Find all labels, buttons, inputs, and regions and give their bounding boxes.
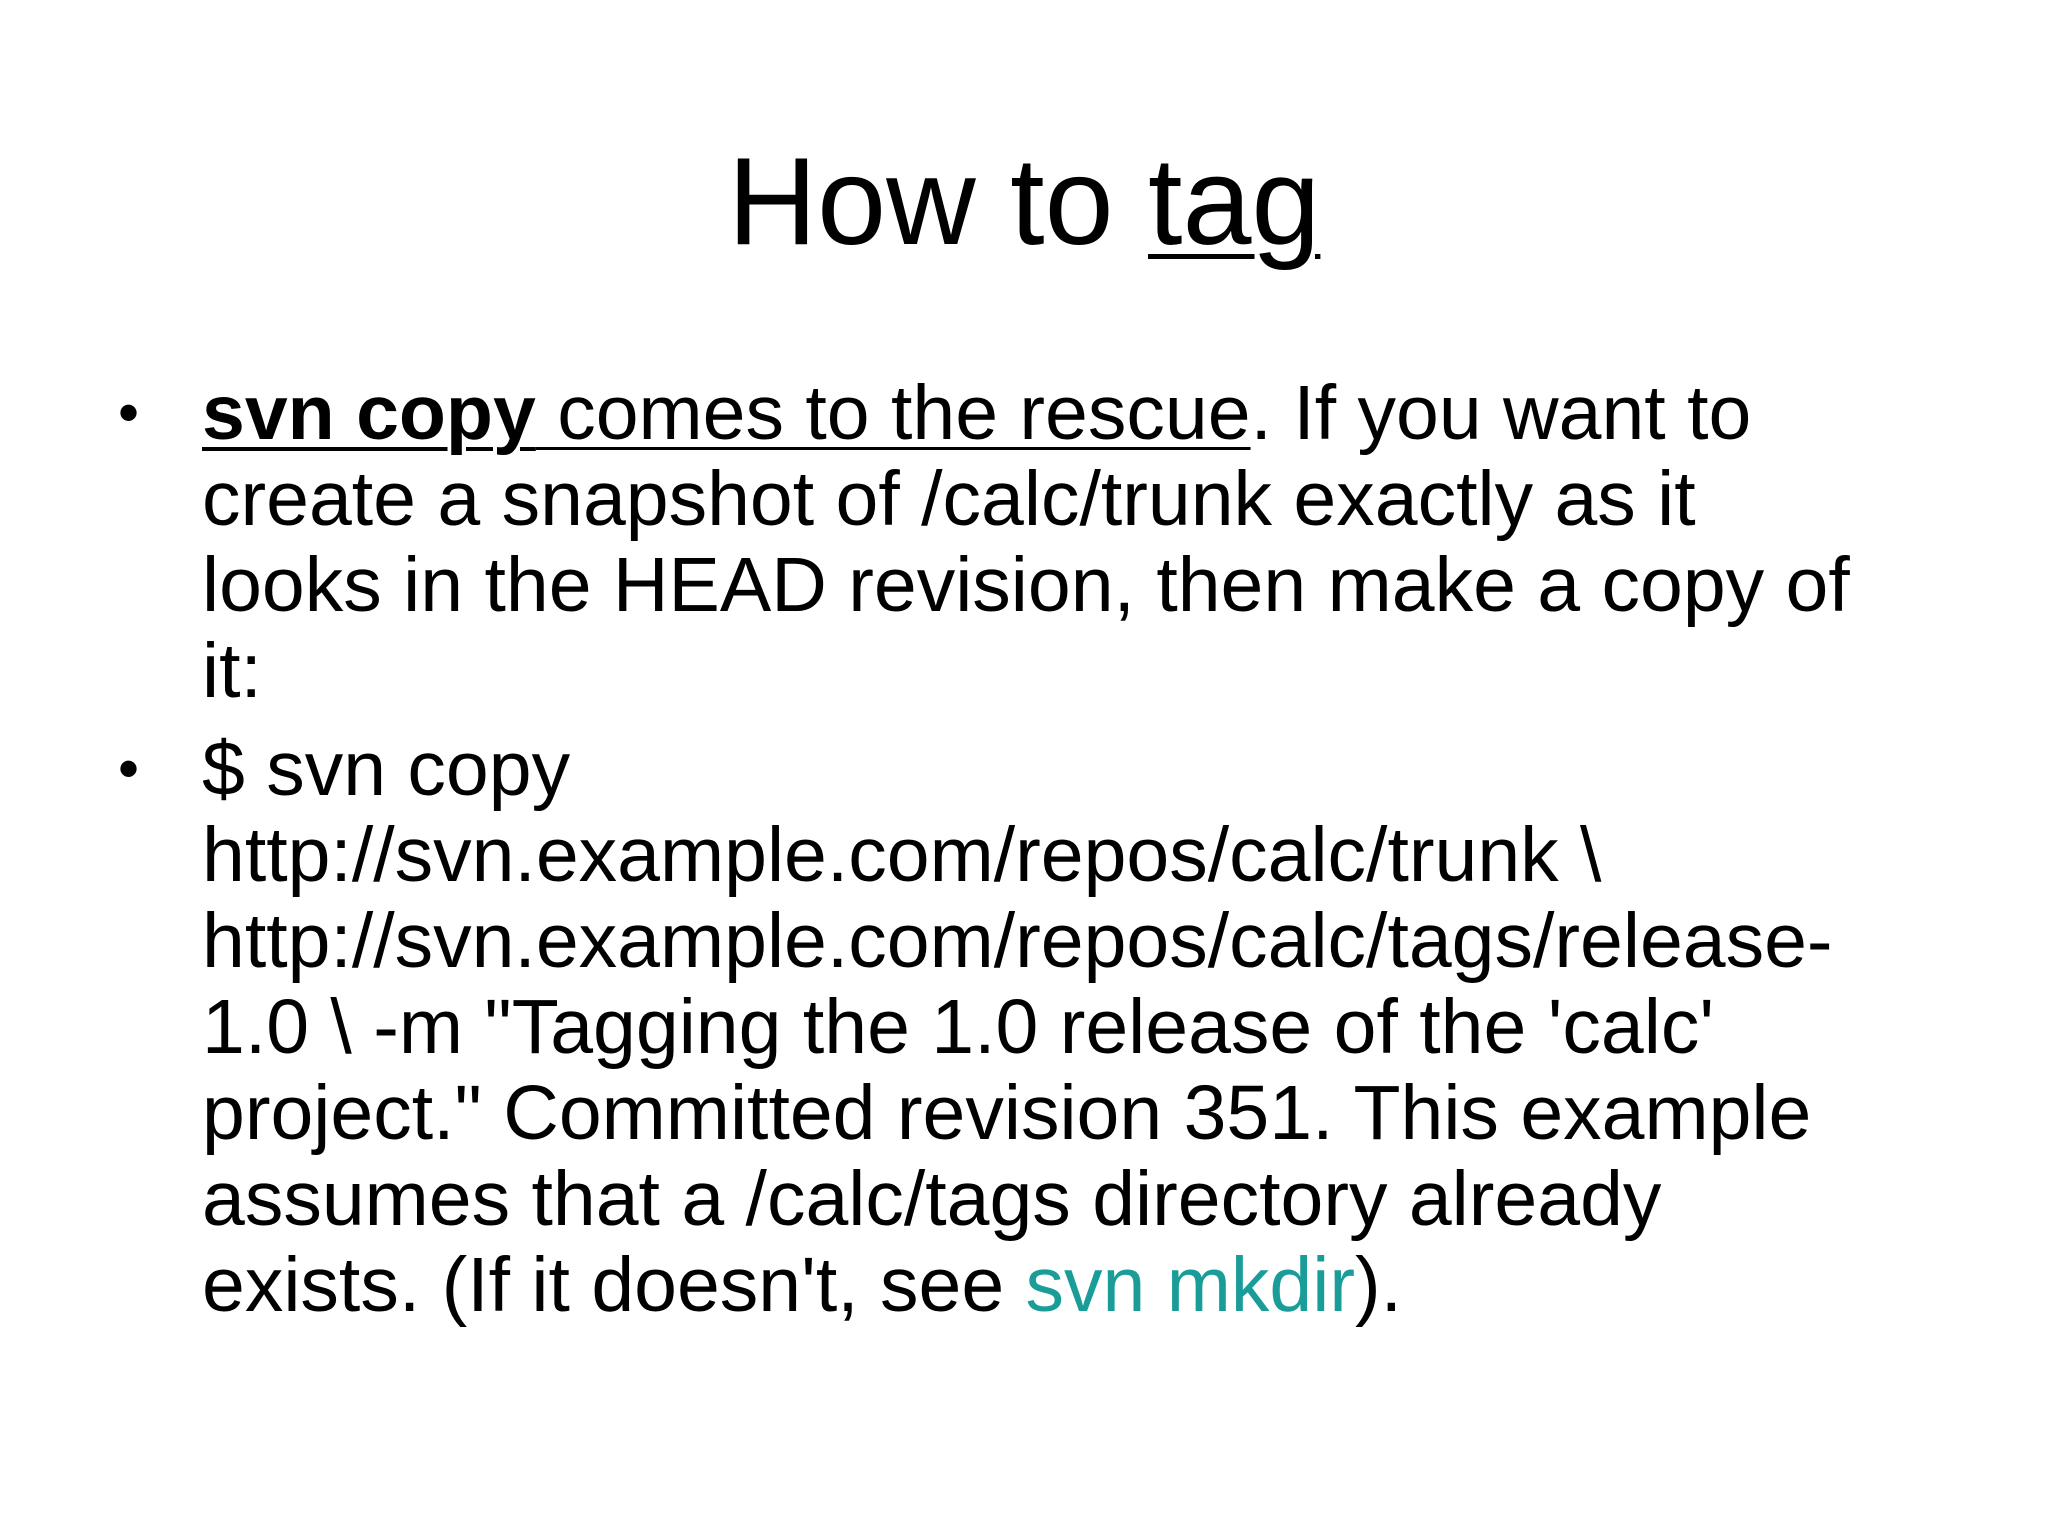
- title-tag-link[interactable]: tag: [1148, 133, 1321, 271]
- bullet1-line4: it:: [202, 628, 262, 714]
- bullet2-line1: $ svn copy: [202, 726, 571, 812]
- title-prefix: How to: [727, 133, 1148, 271]
- bullet2-line3: http://svn.example.com/repos/calc/tags/release-: [202, 898, 1833, 984]
- bullet2-line7: [202, 1242, 1958, 1328]
- bullet-dot-icon: •: [118, 735, 140, 802]
- bullet1-line2: create a snapshot of /calc/trunk exactly as it: [202, 456, 1696, 542]
- bullet1-line1-rest: . If you want to: [1250, 370, 1752, 456]
- svn-mkdir-link[interactable]: svn mkdir: [1025, 1242, 1355, 1328]
- slide-title: [0, 128, 2048, 276]
- svn-copy-link[interactable]: svn copy: [202, 370, 536, 456]
- bullet1-line3: looks in the HEAD revision, then make a copy of: [202, 542, 1850, 628]
- bullet-dot-icon: •: [118, 379, 140, 446]
- bullet-list: [118, 370, 1958, 1340]
- bullet-item-svn-copy-intro: [118, 370, 1958, 714]
- bullet2-line7-prefix: exists. (If it doesn't, see: [202, 1242, 1026, 1328]
- bullet1-line1: [202, 370, 1958, 456]
- bullet2-line5: project." Committed revision 351. This example: [202, 1070, 1812, 1156]
- bullet2-line6: assumes that a /calc/tags directory already: [202, 1156, 1662, 1242]
- comes-to-the-rescue-link[interactable]: comes to the rescue: [535, 370, 1251, 456]
- bullet2-line7-suffix: ).: [1354, 1242, 1403, 1328]
- bullet2-line2: http://svn.example.com/repos/calc/trunk \: [202, 812, 1602, 898]
- bullet-item-svn-copy-command: [118, 726, 1958, 1328]
- bullet2-line4: 1.0 \ -m "Tagging the 1.0 release of the 'calc': [202, 984, 1715, 1070]
